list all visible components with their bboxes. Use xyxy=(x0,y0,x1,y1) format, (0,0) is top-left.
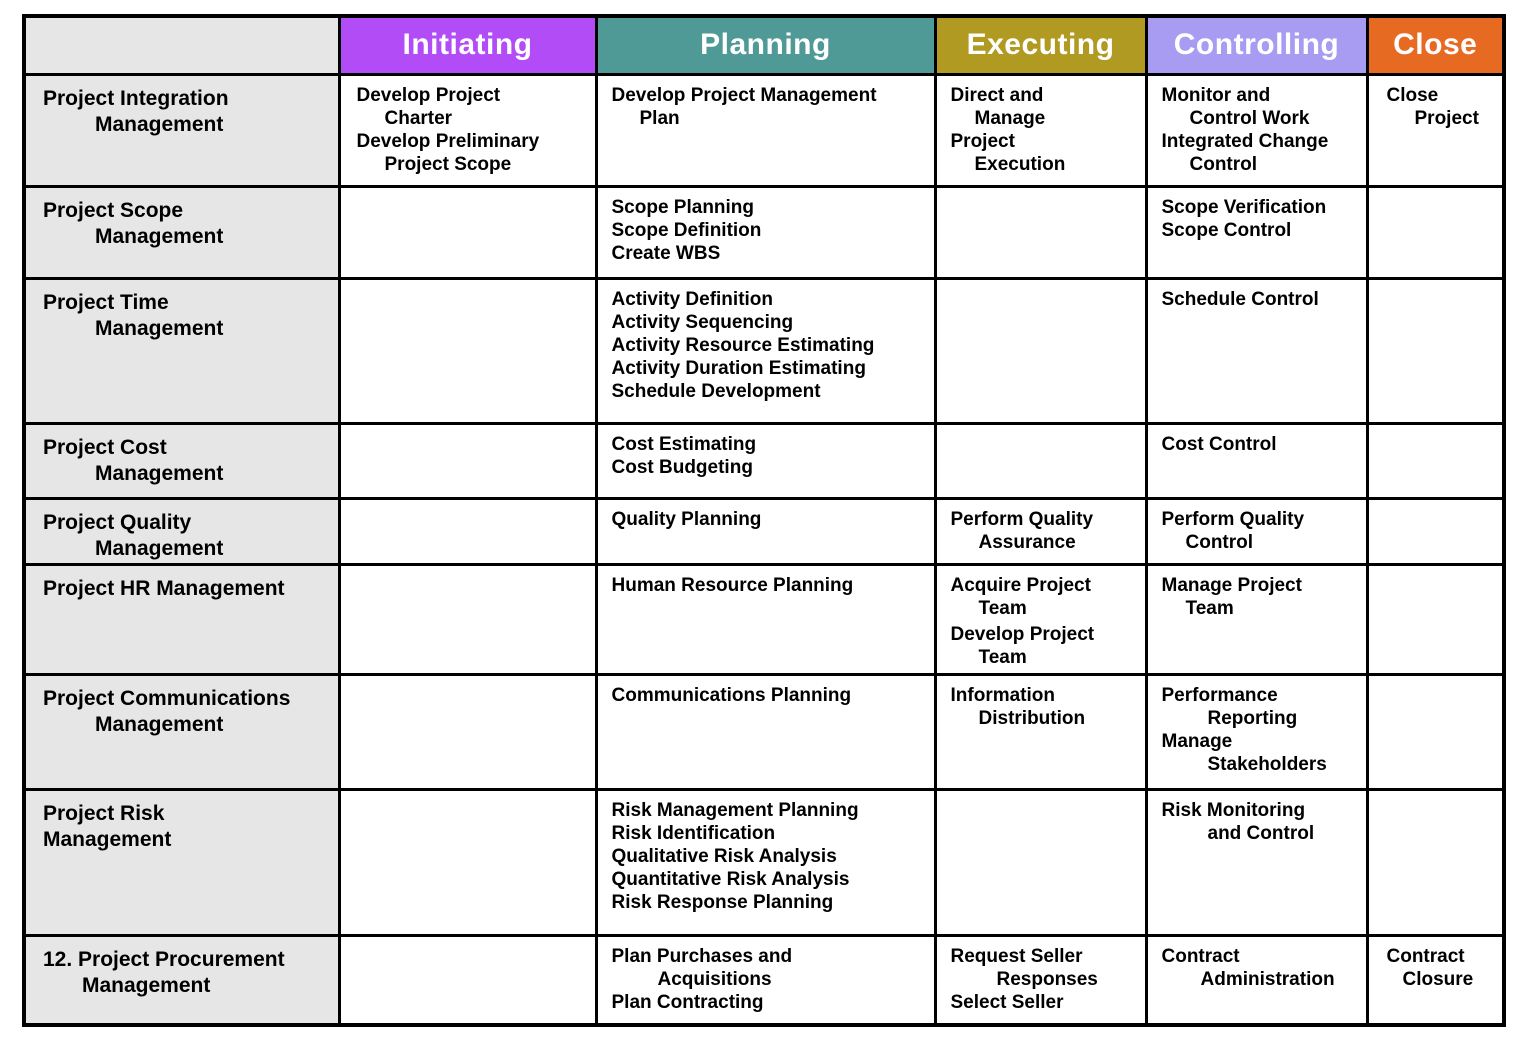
cell-risk-initiating xyxy=(339,789,596,935)
cell-time-controlling: Schedule Control xyxy=(1146,278,1367,423)
cell-risk-planning: Risk Management Planning Risk Identification Qualitative Risk Analysis Quantitative Risk Analysis Risk Response Planning xyxy=(596,789,935,935)
knowledge-area-hr: Project HR Management xyxy=(24,564,339,674)
cell-procurement-initiating xyxy=(339,935,596,1025)
cell-procurement-executing: Request Seller Responses Select Seller xyxy=(935,935,1146,1025)
knowledge-area-cost: Project Cost Management xyxy=(24,423,339,498)
cell-cost-initiating xyxy=(339,423,596,498)
cell-scope-close xyxy=(1367,186,1504,278)
table-row xyxy=(24,498,1504,564)
cell-hr-initiating xyxy=(339,564,596,674)
cell-procurement-close: Contract Closure xyxy=(1367,935,1504,1025)
cell-communications-controlling: Performance Reporting Manage Stakeholders xyxy=(1146,674,1367,789)
cell-time-close xyxy=(1367,278,1504,423)
cell-cost-close xyxy=(1367,423,1504,498)
cell-risk-controlling: Risk Monitoring and Control xyxy=(1146,789,1367,935)
cell-procurement-controlling: Contract Administration xyxy=(1146,935,1367,1025)
column-header-initiating: Initiating xyxy=(339,16,596,74)
column-header-close: Close xyxy=(1367,16,1504,74)
process-matrix-table xyxy=(22,14,1506,1027)
table-row xyxy=(24,74,1504,186)
cell-cost-controlling: Cost Control xyxy=(1146,423,1367,498)
cell-integration-close: Close Project xyxy=(1367,74,1504,186)
cell-integration-planning: Develop Project Management Plan xyxy=(596,74,935,186)
knowledge-area-procurement: 12. Project Procurement Management xyxy=(24,935,339,1025)
table-row xyxy=(24,789,1504,935)
knowledge-area-risk: Project Risk Management xyxy=(24,789,339,935)
cell-quality-controlling: Perform Quality Control xyxy=(1146,498,1367,564)
cell-hr-close xyxy=(1367,564,1504,674)
cell-quality-executing: Perform Quality Assurance xyxy=(935,498,1146,564)
cell-time-initiating xyxy=(339,278,596,423)
cell-time-executing xyxy=(935,278,1146,423)
cell-hr-planning: Human Resource Planning xyxy=(596,564,935,674)
table-row xyxy=(24,935,1504,1025)
knowledge-area-scope: Project Scope Management xyxy=(24,186,339,278)
cell-integration-controlling: Monitor and Control Work Integrated Change Control xyxy=(1146,74,1367,186)
cell-risk-close xyxy=(1367,789,1504,935)
cell-communications-executing: Information Distribution xyxy=(935,674,1146,789)
cell-procurement-planning: Plan Purchases and Acquisitions Plan Contracting xyxy=(596,935,935,1025)
cell-communications-planning: Communications Planning xyxy=(596,674,935,789)
cell-hr-controlling: Manage Project Team xyxy=(1146,564,1367,674)
cell-communications-initiating xyxy=(339,674,596,789)
cell-quality-planning: Quality Planning xyxy=(596,498,935,564)
corner-cell xyxy=(24,16,339,74)
cell-scope-initiating xyxy=(339,186,596,278)
knowledge-area-communications: Project Communications Management xyxy=(24,674,339,789)
cell-cost-executing xyxy=(935,423,1146,498)
cell-quality-initiating xyxy=(339,498,596,564)
table-row xyxy=(24,564,1504,674)
table-row xyxy=(24,423,1504,498)
column-header-planning: Planning xyxy=(596,16,935,74)
cell-cost-planning: Cost Estimating Cost Budgeting xyxy=(596,423,935,498)
table-row xyxy=(24,186,1504,278)
cell-integration-initiating: Develop Project Charter Develop Preliminary Project Scope xyxy=(339,74,596,186)
table-row xyxy=(24,278,1504,423)
cell-scope-executing xyxy=(935,186,1146,278)
knowledge-area-integration: Project Integration Management xyxy=(24,74,339,186)
cell-quality-close xyxy=(1367,498,1504,564)
header-row xyxy=(24,16,1504,74)
cell-communications-close xyxy=(1367,674,1504,789)
cell-scope-planning: Scope Planning Scope Definition Create WBS xyxy=(596,186,935,278)
cell-scope-controlling: Scope Verification Scope Control xyxy=(1146,186,1367,278)
cell-integration-executing: Direct and Manage Project Execution xyxy=(935,74,1146,186)
cell-hr-executing: Acquire Project Team Develop Project Team xyxy=(935,564,1146,674)
column-header-executing: Executing xyxy=(935,16,1146,74)
knowledge-area-time: Project Time Management xyxy=(24,278,339,423)
cell-time-planning: Activity Definition Activity Sequencing Activity Resource Estimating Activity Duration Estimating Schedule Development xyxy=(596,278,935,423)
cell-risk-executing xyxy=(935,789,1146,935)
table-row xyxy=(24,674,1504,789)
knowledge-area-quality: Project Quality Management xyxy=(24,498,339,564)
column-header-controlling: Controlling xyxy=(1146,16,1367,74)
